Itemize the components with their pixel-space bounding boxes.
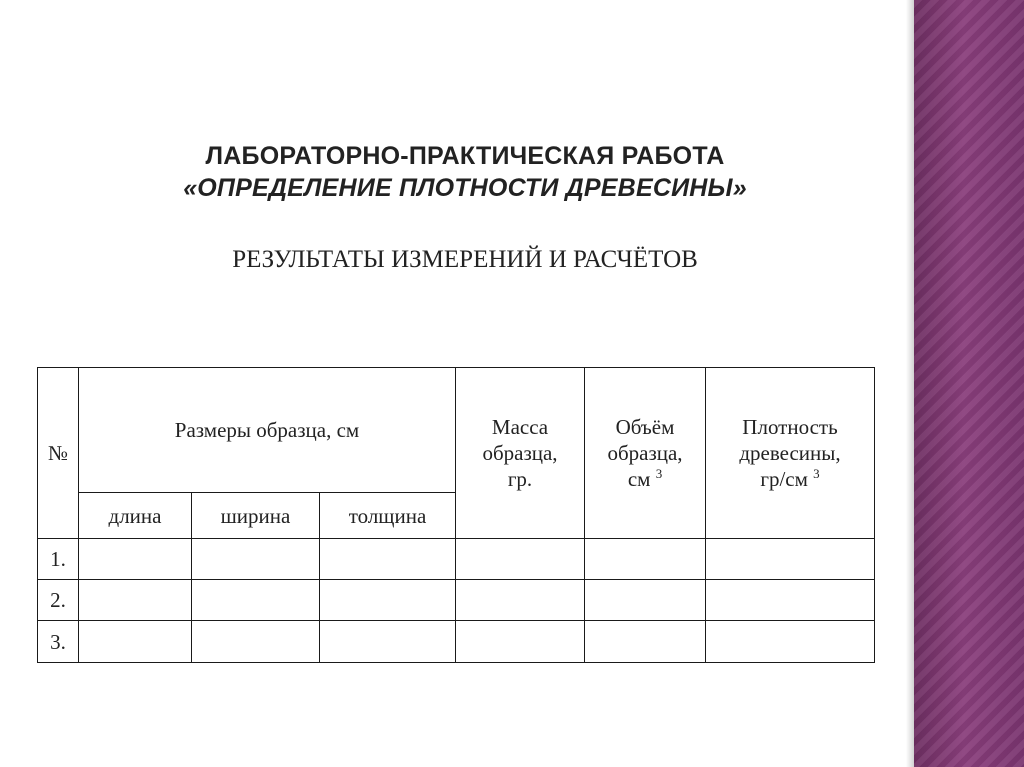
table-row bbox=[38, 580, 875, 621]
decorative-side-band bbox=[914, 0, 1024, 767]
cell-mass[interactable] bbox=[456, 580, 585, 621]
volume-header-line3: см bbox=[627, 467, 651, 491]
cell-density[interactable] bbox=[706, 539, 875, 580]
row-number: 2. bbox=[38, 580, 79, 621]
volume-header-line1: Объём bbox=[615, 415, 675, 439]
volume-header bbox=[585, 368, 706, 539]
density-header bbox=[706, 368, 875, 539]
cell-length[interactable] bbox=[79, 539, 192, 580]
cell-mass[interactable] bbox=[456, 539, 585, 580]
number-header: № bbox=[38, 368, 79, 539]
cell-thickness[interactable] bbox=[320, 621, 456, 663]
volume-unit-superscript: 3 bbox=[655, 466, 663, 481]
cell-mass[interactable] bbox=[456, 621, 585, 663]
cell-thickness[interactable] bbox=[320, 539, 456, 580]
mass-header-line2: образца, bbox=[482, 441, 558, 465]
width-header: ширина bbox=[192, 493, 320, 539]
table-row bbox=[38, 539, 875, 580]
cell-volume[interactable] bbox=[585, 539, 706, 580]
row-number: 1. bbox=[38, 539, 79, 580]
dimensions-header: Размеры образца, см bbox=[79, 368, 456, 493]
cell-length[interactable] bbox=[79, 580, 192, 621]
slide-subtitle: РЕЗУЛЬТАТЫ ИЗМЕРЕНИЙ И РАСЧЁТОВ bbox=[232, 246, 698, 273]
cell-density[interactable] bbox=[706, 621, 875, 663]
table-row bbox=[38, 621, 875, 663]
slide-title-line2: «ОПРЕДЕЛЕНИЕ ПЛОТНОСТИ ДРЕВЕСИНЫ» bbox=[183, 174, 747, 202]
density-header-line1: Плотность bbox=[742, 415, 838, 439]
mass-header bbox=[456, 368, 585, 539]
density-unit-superscript: 3 bbox=[813, 466, 820, 481]
cell-width[interactable] bbox=[192, 539, 320, 580]
cell-thickness[interactable] bbox=[320, 580, 456, 621]
mass-header-line3: гр. bbox=[507, 467, 533, 491]
cell-length[interactable] bbox=[79, 621, 192, 663]
cell-width[interactable] bbox=[192, 580, 320, 621]
cell-density[interactable] bbox=[706, 580, 875, 621]
band-shadow bbox=[906, 0, 914, 767]
cell-width[interactable] bbox=[192, 621, 320, 663]
density-header-line2: древесины, bbox=[739, 441, 841, 465]
mass-header-line1: Масса bbox=[491, 415, 549, 439]
density-header-line3: гр/см bbox=[760, 467, 808, 491]
cell-volume[interactable] bbox=[585, 621, 706, 663]
cell-volume[interactable] bbox=[585, 580, 706, 621]
results-table bbox=[37, 367, 875, 663]
slide-title-line1: ЛАБОРАТОРНО-ПРАКТИЧЕСКАЯ РАБОТА bbox=[205, 142, 725, 170]
header-row-1 bbox=[38, 368, 875, 493]
thickness-header: толщина bbox=[320, 493, 456, 539]
length-header: длина bbox=[79, 493, 192, 539]
volume-header-line2: образца, bbox=[607, 441, 683, 465]
row-number: 3. bbox=[38, 621, 79, 663]
